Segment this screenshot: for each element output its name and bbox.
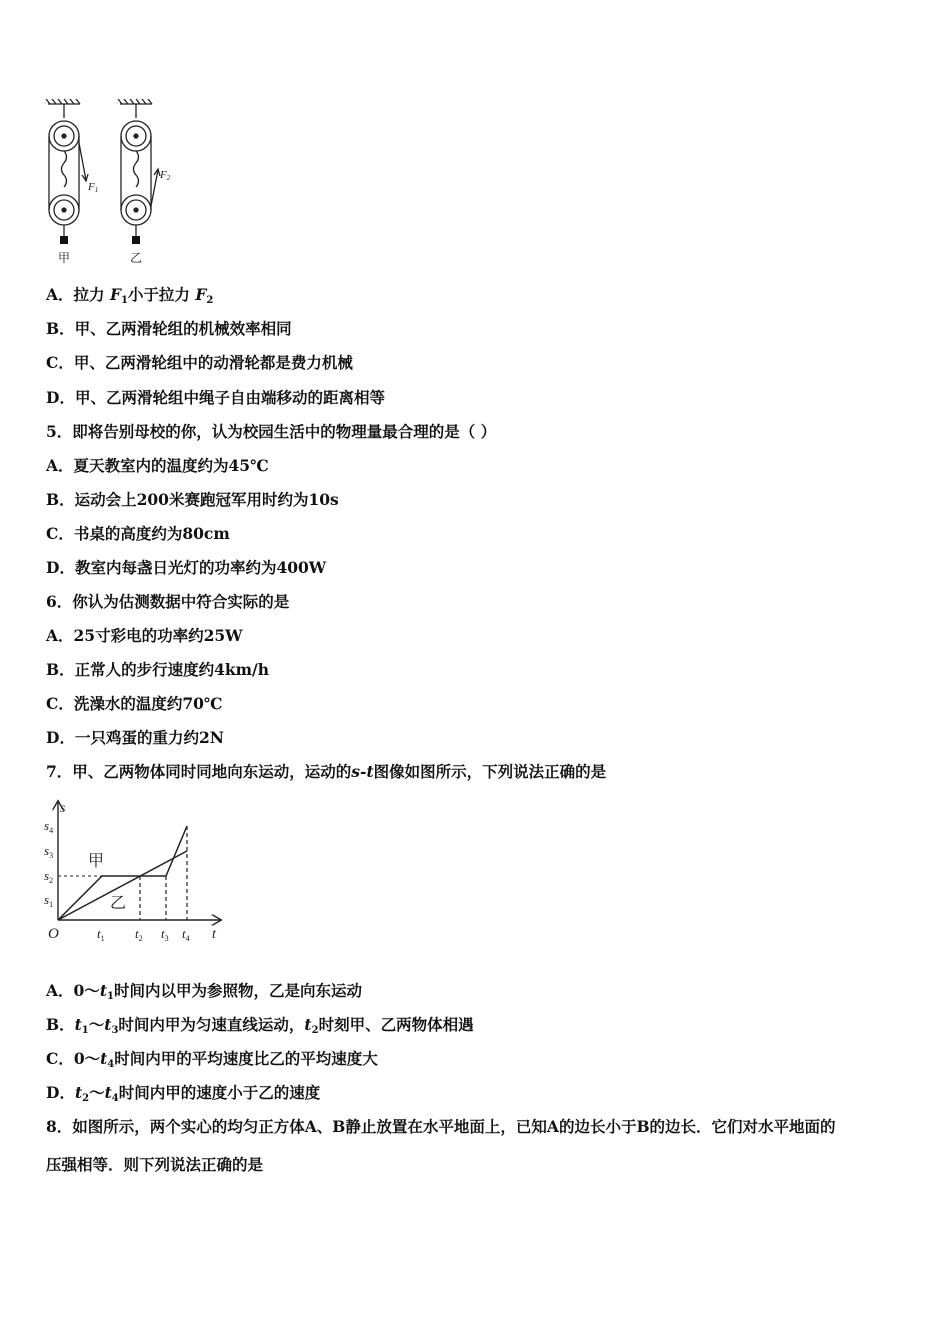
label-yi: 乙 — [130, 251, 143, 265]
force-label-b: F2 — [160, 169, 171, 182]
q5-stem: 5．即将告别母校的你，认为校园生活中的物理量最合理的是（ ） — [46, 422, 497, 441]
series-label-jia: 甲 — [88, 853, 105, 870]
q4-option-b: B．甲、乙两滑轮组的机械效率相同 — [46, 319, 292, 338]
q7-stem: 7．甲、乙两物体同时同地向东运动，运动的s-t图像如图所示，下列说法正确的是 — [46, 762, 607, 781]
q5-option-c: C．书桌的高度约为80cm — [46, 524, 230, 543]
q7-option-d: D．$t_2\sim t_4$时间内甲的速度小于乙的速度 — [46, 1083, 321, 1104]
q5-option-b: B．运动会上200米赛跑冠军用时约为10s — [46, 490, 339, 509]
x-tick-t1: $t_1$ — [97, 926, 105, 943]
q5-option-d: D．教室内每盏日光灯的功率约为400W — [46, 558, 327, 577]
q6-stem: 6．你认为估测数据中符合实际的是 — [46, 592, 290, 611]
weight-block-b — [132, 236, 140, 244]
st-chart — [44, 796, 234, 952]
origin-label: O — [48, 926, 59, 942]
q7-option-b: B．$t_1\sim t_3$时间内甲为匀速直线运动，$t_2$时刻甲、乙两物体相遇 — [46, 1015, 474, 1036]
q4-option-c: C．甲、乙两滑轮组中的动滑轮都是费力机械 — [46, 353, 353, 372]
x-tick-t3: $t_3$ — [161, 926, 169, 943]
label-jia: 甲 — [58, 251, 71, 265]
force-label-a: F1 — [88, 181, 99, 194]
q4-option-d: D．甲、乙两滑轮组中绳子自由端移动的距离相等 — [46, 388, 385, 407]
pulley-system-a — [46, 99, 88, 236]
q7-option-c: C．$0\sim t_4$时间内甲的平均速度比乙的平均速度大 — [46, 1049, 378, 1070]
pulley-system-b — [118, 99, 160, 236]
q6-option-a: A．25寸彩电的功率约25W — [46, 626, 243, 645]
series-label-yi: 乙 — [110, 895, 127, 912]
x-tick-t4: $t_4$ — [182, 926, 190, 943]
q4-option-a: A．拉力 $F_1$小于拉力 $F_2$ — [46, 285, 214, 306]
pulley-figure — [40, 98, 180, 270]
x-tick-t2: $t_2$ — [135, 926, 143, 943]
s-axis-label: s — [60, 801, 66, 816]
q6-option-d: D．一只鸡蛋的重力约2N — [46, 728, 224, 747]
y-tick-s2: $s_2$ — [44, 868, 54, 885]
q8-line-2: 压强相等．则下列说法正确的是 — [46, 1155, 264, 1174]
y-tick-s1: $s_1$ — [44, 892, 54, 909]
q6-option-c: C．洗澡水的温度约70℃ — [46, 694, 223, 713]
q6-option-b: B．正常人的步行速度约4km/h — [46, 660, 269, 679]
q5-option-a: A．夏天教室内的温度约为45℃ — [46, 456, 269, 475]
q8-line-1: 8．如图所示，两个实心的均匀正方体A、B静止放置在水平地面上，已知A的边长小于B的边长．它们对水平地面的 — [46, 1117, 836, 1136]
y-tick-s4: $s_4$ — [44, 818, 54, 835]
q7-option-a: A．$0\sim t_1$时间内以甲为参照物，乙是向东运动 — [46, 981, 362, 1002]
y-tick-s3: $s_3$ — [44, 843, 54, 860]
weight-block-a — [60, 236, 68, 244]
t-axis-label: t — [212, 927, 216, 942]
